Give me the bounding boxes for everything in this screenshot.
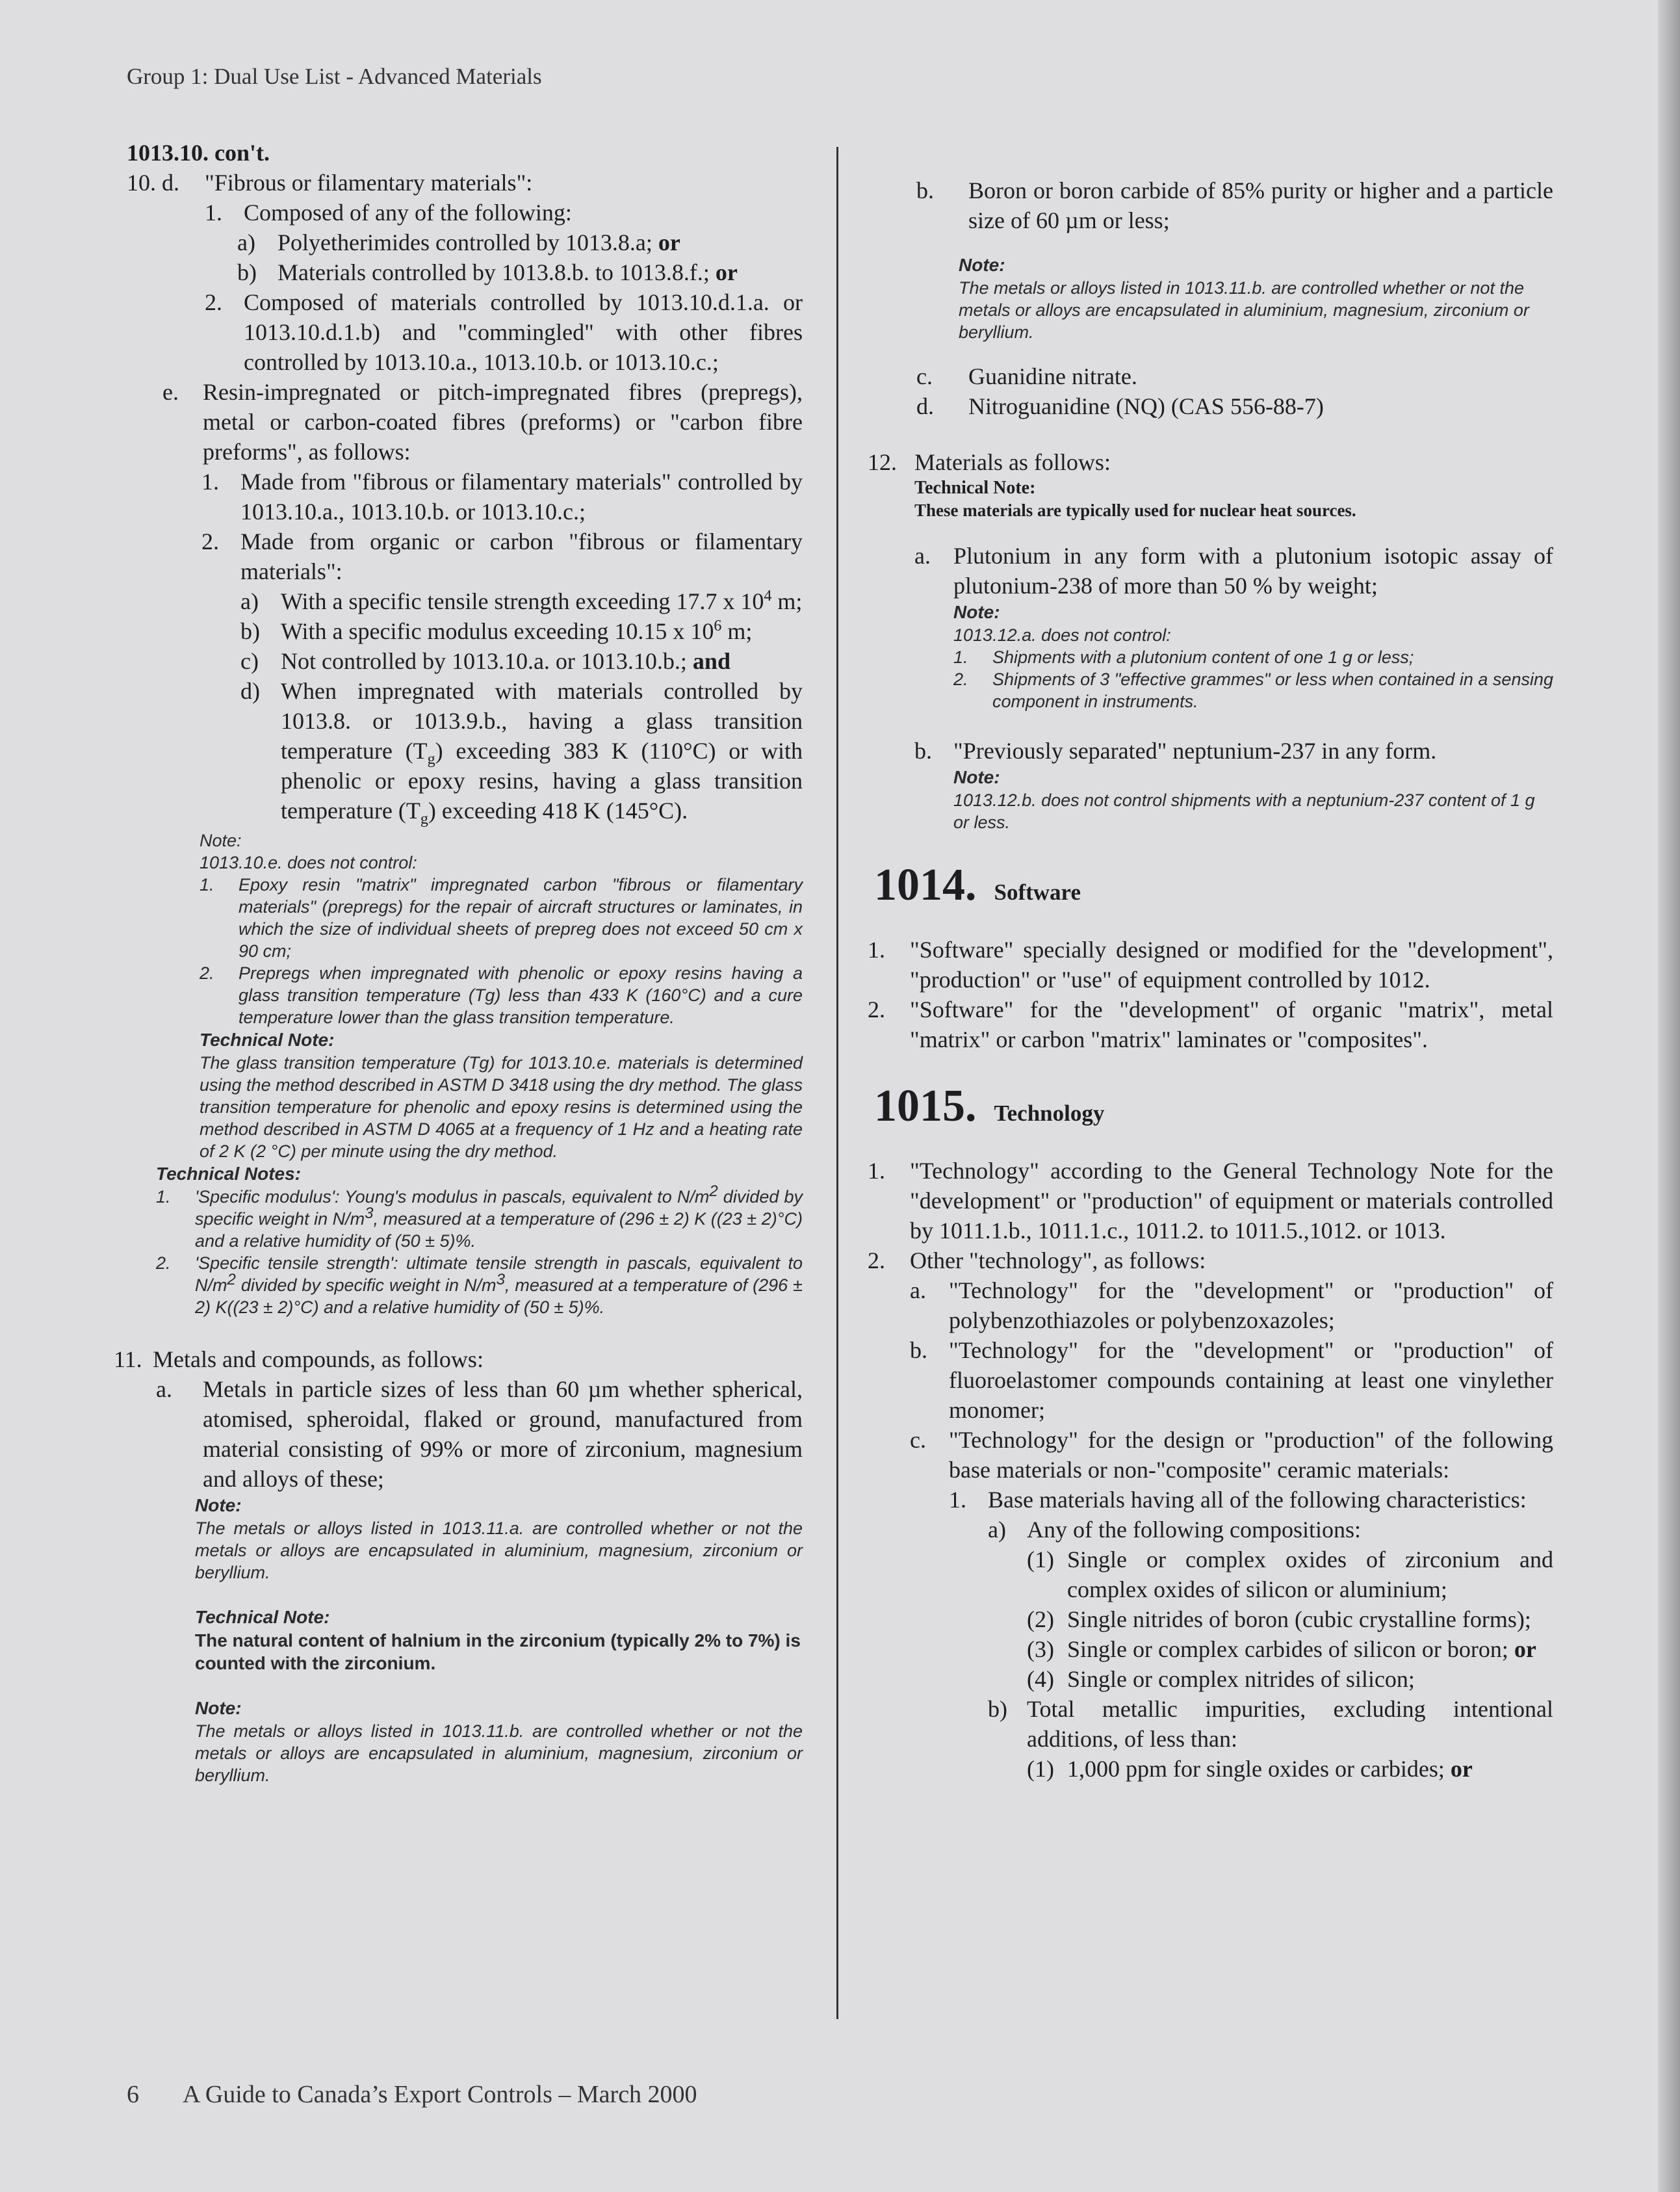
item-10e-2a: [240, 586, 803, 616]
item-marker: d): [240, 678, 260, 704]
section-1014-heading: [874, 859, 1553, 911]
note-text: The metals or alloys listed in 1013.11.a. are controlled whether or not the metals or alloys are encapsulated in aluminium, magnesium, zirconium or beryllium.: [195, 1519, 803, 1582]
section-number: 1015.: [874, 1081, 977, 1131]
note-intro: 1013.10.e. does not control:: [200, 853, 417, 872]
item-text: Not controlled by 1013.10.a. or 1013.10.b.; and: [281, 648, 730, 674]
item-marker: 11.: [114, 1346, 142, 1372]
item-marker: c): [240, 648, 259, 674]
software-item-1: [868, 935, 1553, 995]
item-marker: c.: [910, 1427, 926, 1453]
item-text: Base materials having all of the following characteristics:: [988, 1487, 1527, 1513]
item-text: 1,000 ppm for single oxides or carbides; or: [1067, 1756, 1473, 1782]
technical-note-label: Technical Note:: [914, 478, 1036, 498]
item-marker: b): [240, 618, 260, 644]
technical-note-text: The natural content of halnium in the zirconium (typically 2% to 7%) is counted with the zirconium.: [195, 1630, 801, 1673]
item-text: "Technology" for the "development" or "production" of polybenzothiazoles or polybenzoxazoles;: [949, 1277, 1553, 1333]
technical-note-text: These materials are typically used for nuclear heat sources.: [914, 501, 1356, 520]
item-marker: b.: [916, 177, 934, 203]
item-marker: a.: [156, 1376, 172, 1402]
left-column: [114, 138, 803, 1786]
item-text: With a specific modulus exceeding 10.15 x $10^6$ m;: [281, 618, 753, 644]
item-text: Metals in particle sizes of less than 60 µm whether spherical, atomised, spheroidal, flaked or ground, manufactured from material consisting of 99% or more of zirconium, magnesium and alloys of these;: [203, 1376, 803, 1492]
item-marker: 1.: [205, 200, 222, 226]
item-10d-2: [205, 287, 803, 377]
note-text: The metals or alloys listed in 1013.11.b. are controlled whether or not the metals or alloys are encapsulated in aluminium, magnesium, zirconium or beryllium.: [959, 278, 1529, 342]
footer-text: A Guide to Canada’s Export Controls – March 2000: [183, 2081, 697, 2108]
item-text: Any of the following compositions:: [1027, 1517, 1361, 1543]
item-text: Single or complex oxides of zirconium and complex oxides of silicon or aluminium;: [1067, 1546, 1553, 1602]
technology-item-2: [868, 1246, 1553, 1275]
item-marker: a): [237, 229, 255, 255]
item-text: Guanidine nitrate.: [968, 363, 1137, 389]
column-divider: [836, 147, 838, 2019]
note-item: 1. Epoxy resin "matrix" impregnated carbon "fibrous or filamentary materials" (prepregs) for the repair of aircraft structures or laminates, in which the size of individual sheets of prepreg does not exceed 50 cm x 90 cm;: [200, 875, 803, 961]
item-marker: c.: [916, 363, 933, 389]
item-text: Made from "fibrous or filamentary materials" controlled by 1013.10.a., 1013.10.b. or 1013.10.c.;: [240, 469, 803, 525]
note-label: Note:: [195, 1698, 242, 1718]
item-text: Composed of materials controlled by 1013.10.d.1.a. or 1013.10.d.1.b) and "commingled" with other fibres controlled by 1013.10.a., 1013.10.b. or 1013.10.c.;: [244, 289, 803, 375]
page-footer: [127, 2080, 697, 2109]
technology-item-2c-1b: [988, 1694, 1553, 1754]
technical-note-label: Technical Note:: [200, 1030, 335, 1050]
technical-notes: [156, 1162, 803, 1318]
item-10e-2c: [240, 646, 803, 676]
note-11a: [195, 1494, 803, 1786]
impurity-item: [1027, 1754, 1553, 1784]
item-text: "Technology" for the "development" or "production" of fluoroelastomer compounds containing at least one vinylether monomer;: [949, 1337, 1553, 1423]
item-11d: [916, 391, 1553, 421]
section-number: 1014.: [874, 860, 977, 910]
technology-item-2b: [910, 1335, 1553, 1425]
item-text: Polyetherimides controlled by 1013.8.a; or: [278, 229, 680, 255]
page-header: Group 1: Dual Use List - Advanced Materials: [127, 64, 542, 89]
item-marker: a): [240, 588, 259, 614]
item-12: [868, 447, 1553, 477]
item-text: "Technology" according to the General Technology Note for the "development" or "production" of equipment or materials controlled by 1011.1.b., 1011.1.c., 1011.2. to 1011.5.,1012. or 1013.: [910, 1158, 1553, 1244]
item-text: "Previously separated" neptunium-237 in any form.: [953, 738, 1437, 764]
item-marker: 10. d.: [127, 170, 179, 196]
software-item-2: [868, 995, 1553, 1054]
composition-item: [1027, 1634, 1553, 1664]
item-text: Plutonium in any form with a plutonium isotopic assay of plutonium-238 of more than 50 % by weight;: [953, 543, 1553, 599]
section-title: Technology: [994, 1101, 1105, 1126]
section-title: Software: [994, 880, 1081, 905]
item-text: Boron or boron carbide of 85% purity or higher and a particle size of 60 µm or less;: [968, 177, 1553, 233]
technology-item-2c: [910, 1425, 1553, 1485]
item-marker: 2.: [201, 528, 219, 555]
note-11b: [959, 254, 1553, 343]
note-item: 1. Shipments with a plutonium content of one 1 g or less;: [953, 647, 1414, 667]
technology-item-2c-1: [949, 1485, 1553, 1515]
item-marker: 2.: [868, 1247, 885, 1273]
technical-note-item: 2. 'Specific tensile strength': ultimate tensile strength in pascals, equivalent to $N/m^2$ divided by specific weight in $N/m^3$, measured at a temperature of (296 ± 2) K((23 ± 2)°C) and a relative humidity of (50 ± 5)%.: [156, 1253, 803, 1317]
item-11: [114, 1344, 803, 1374]
item-marker: 1.: [868, 1158, 885, 1184]
continued-heading: 1013.10. con't.: [127, 140, 270, 166]
composition-item: [1027, 1604, 1553, 1634]
item-10e: [162, 377, 803, 467]
item-text: Materials as follows:: [914, 449, 1111, 475]
technical-note-text: The glass transition temperature (Tg) for 1013.10.e. materials is determined using the method described in ASTM D 3418 using the dry method. The glass transition temperature for phenolic and epoxy resins is determined using the method described in ASTM D 4065 at a frequency of 1 Hz and a heating rate of 2 K (2 °C) per minute using the dry method.: [200, 1053, 803, 1161]
item-11b: [916, 176, 1553, 235]
item-marker: 1.: [949, 1487, 966, 1513]
note-text: The metals or alloys listed in 1013.11.b. are controlled whether or not the metals or alloys are encapsulated in aluminium, magnesium, zirconium or beryllium.: [195, 1721, 803, 1785]
item-marker: (4): [1027, 1666, 1054, 1692]
item-text: Materials controlled by 1013.8.b. to 1013.8.f.; or: [278, 259, 738, 285]
note-item: 2. Prepregs when impregnated with phenolic or epoxy resins having a glass transition temperature (Tg) less than 433 K (160°C) and a cure temperature lower than the glass transition temperature.: [200, 963, 803, 1027]
item-text: Made from organic or carbon "fibrous or filamentary materials":: [240, 528, 803, 584]
composition-item: [1027, 1664, 1553, 1694]
note-intro: 1013.12.a. does not control:: [953, 625, 1171, 645]
item-marker: (1): [1027, 1546, 1054, 1572]
note-12b: [953, 766, 1553, 833]
item-text: Single or complex nitrides of silicon;: [1067, 1666, 1415, 1692]
item-12b: [914, 736, 1553, 766]
item-marker: b.: [910, 1337, 927, 1363]
item-10e-2b: [240, 616, 803, 646]
page-number: 6: [127, 2081, 139, 2108]
note-10e: [200, 829, 803, 1162]
technical-note-item: 1. 'Specific modulus': Young's modulus in pascals, equivalent to $N/m^2$ divided by specific weight in $N/m^3$, measured at a temperature of (296 ± 2) K ((23 ± 2)°C) and a relative humidity of (50 ± 5)%.: [156, 1182, 803, 1251]
composition-item: [1027, 1545, 1553, 1604]
item-10d-1a: [237, 228, 803, 257]
item-marker: b): [237, 259, 257, 285]
technical-note-label: Technical Note:: [195, 1607, 330, 1627]
note-text: 1013.12.b. does not control shipments with a neptunium-237 content of 1 g or less.: [953, 790, 1535, 832]
technology-item-2a: [910, 1275, 1553, 1335]
technology-item-1: [868, 1156, 1553, 1246]
item-10d-1b: [237, 257, 803, 287]
item-10e-1: [201, 467, 803, 527]
item-marker: 1.: [868, 937, 885, 963]
item-text: "Fibrous or filamentary materials":: [205, 170, 533, 196]
item-text: When impregnated with materials controlled by 1013.8. or 1013.9.b., having a glass transition temperature $(T_g)$ exceeding 383 K (110°C) or with phenolic or epoxy resins, having a glass transition temperature $(T_g)$ exceeding 418 K (145°C).: [281, 678, 803, 828]
note-label: Note:: [200, 831, 242, 850]
item-10e-2: [201, 527, 803, 586]
item-text: "Technology" for the design or "production" of the following base materials or non-"composite" ceramic materials:: [949, 1427, 1553, 1483]
item-text: Nitroguanidine (NQ) (CAS 556-88-7): [968, 393, 1324, 419]
item-12a: [914, 541, 1553, 601]
item-marker: a.: [914, 543, 931, 569]
technical-note-12: [914, 477, 1553, 521]
item-10d: [127, 168, 803, 198]
item-marker: b): [988, 1696, 1007, 1722]
note-label: Note:: [959, 255, 1005, 275]
right-column: [868, 176, 1553, 1784]
item-marker: (2): [1027, 1606, 1054, 1632]
item-marker: 1.: [201, 469, 219, 495]
item-marker: a.: [910, 1277, 926, 1303]
item-marker: a): [988, 1517, 1006, 1543]
item-text: Total metallic impurities, excluding intentional additions, of less than:: [1027, 1696, 1553, 1752]
item-marker: (3): [1027, 1636, 1054, 1662]
section-1015-heading: [874, 1080, 1553, 1132]
note-label: Note:: [953, 767, 1000, 787]
technology-item-2c-1a: [988, 1515, 1553, 1545]
item-text: Composed of any of the following:: [244, 200, 572, 226]
note-12a: [953, 601, 1553, 712]
item-11c: [916, 361, 1553, 391]
item-10e-2d: [240, 676, 803, 826]
item-marker: e.: [162, 379, 179, 405]
item-text: "Software" for the "development" of organic "matrix", metal "matrix" or carbon "matrix" laminates or "composites".: [910, 997, 1553, 1052]
page-edge-shadow: [1658, 0, 1680, 2192]
item-text: "Software" specially designed or modified for the "development", "production" or "use" of equipment controlled by 1012.: [910, 937, 1553, 993]
item-text: Single or complex carbides of silicon or boron; or: [1067, 1636, 1536, 1662]
item-marker: 12.: [868, 449, 897, 475]
item-text: Other "technology", as follows:: [910, 1247, 1206, 1273]
item-marker: d.: [916, 393, 934, 419]
note-label: Note:: [953, 602, 1000, 622]
item-marker: 2.: [205, 289, 222, 315]
item-11a: [156, 1374, 803, 1494]
item-text: Single nitrides of boron (cubic crystalline forms);: [1067, 1606, 1531, 1632]
item-text: Resin-impregnated or pitch-impregnated fibres (prepregs), metal or carbon-coated fibres (preforms) or "carbon fibre preforms", as follows:: [203, 379, 803, 465]
item-10d-1: [205, 198, 803, 228]
technical-notes-label: Technical Notes:: [156, 1164, 302, 1184]
note-label: Note:: [195, 1495, 242, 1515]
note-item: 2. Shipments of 3 "effective grammes" or less when contained in a sensing component in instruments.: [953, 670, 1553, 711]
item-marker: (1): [1027, 1756, 1054, 1782]
item-text: Metals and compounds, as follows:: [153, 1346, 484, 1372]
item-marker: 2.: [868, 997, 885, 1023]
item-marker: b.: [914, 738, 932, 764]
item-text: With a specific tensile strength exceeding 17.7 x $10^4$ m;: [281, 588, 803, 614]
